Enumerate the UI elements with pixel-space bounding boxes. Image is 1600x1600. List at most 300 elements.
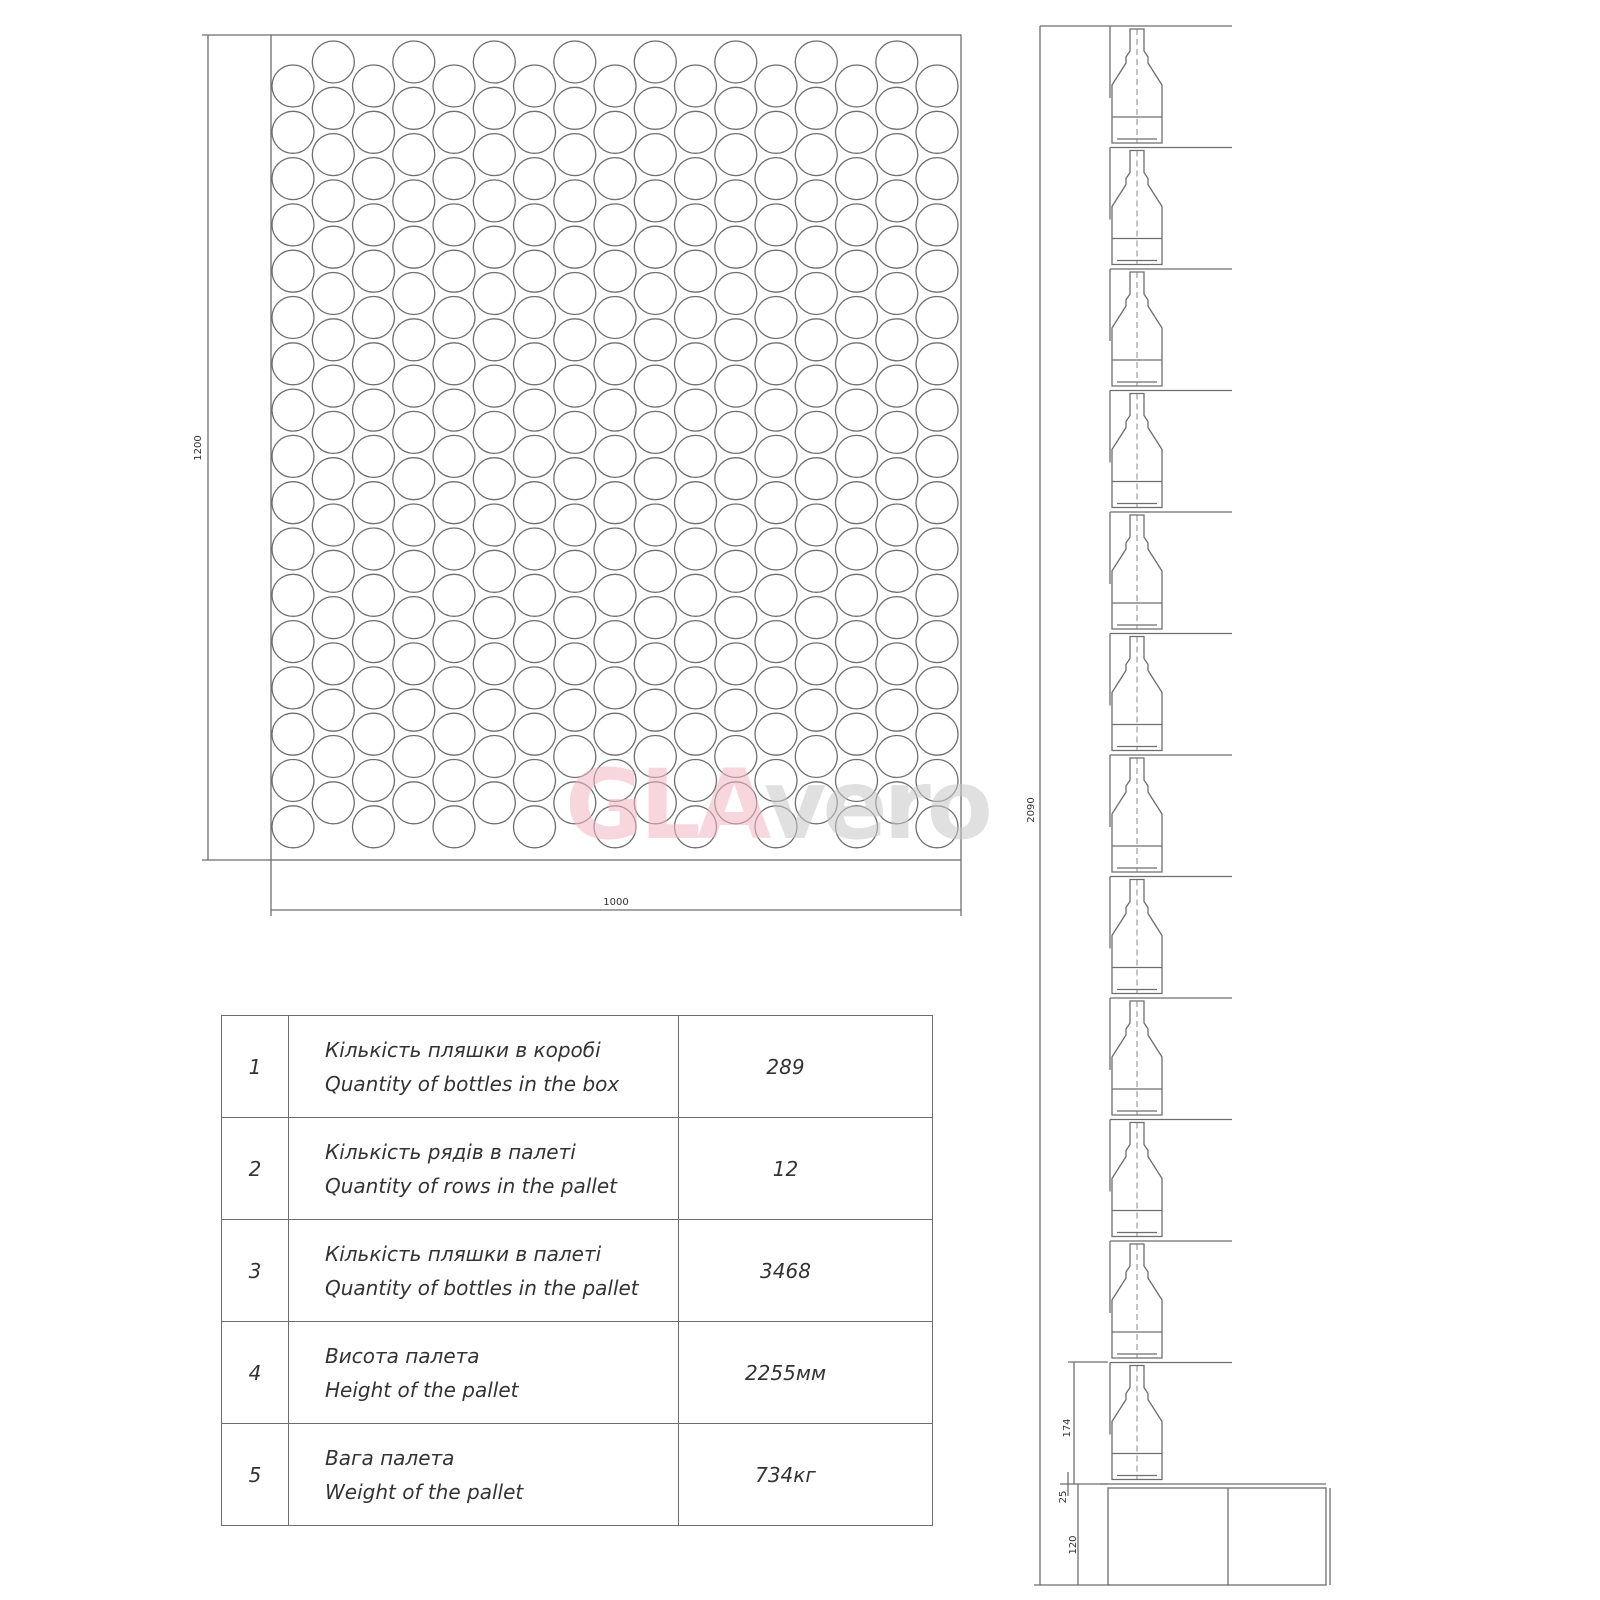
bottle-circle <box>916 667 958 709</box>
bottle-silhouette <box>1112 29 1162 143</box>
spec-row <box>222 1118 933 1220</box>
bottle-circle <box>272 482 314 524</box>
bottle-circle <box>353 435 395 477</box>
row-value: 12 <box>679 1118 933 1220</box>
bottle-circle <box>514 435 556 477</box>
bottle-circle <box>312 597 354 639</box>
bottle-circle <box>473 87 515 129</box>
bottle-circle <box>393 504 435 546</box>
bottle-circle <box>675 250 717 292</box>
bottle-circle <box>594 158 636 200</box>
bottle-circle <box>514 204 556 246</box>
bottle-circle <box>312 180 354 222</box>
spec-row <box>222 1220 933 1322</box>
pallet-height-dim-label: 2090 <box>1026 797 1037 823</box>
bottle-circle <box>312 689 354 731</box>
bottle-grid <box>272 41 958 848</box>
bottle-silhouette <box>1112 151 1162 265</box>
bottle-circle <box>795 273 837 315</box>
side-rows <box>1110 26 1232 1480</box>
bottle-circle <box>272 204 314 246</box>
bottle-circle <box>312 643 354 685</box>
bottle-circle <box>634 41 676 83</box>
bottle-circle <box>675 574 717 616</box>
bottle-circle <box>876 41 918 83</box>
bottle-circle <box>876 597 918 639</box>
bottle-circle <box>755 204 797 246</box>
bottle-circle <box>836 528 878 570</box>
bottle-circle <box>755 297 797 339</box>
bottle-silhouette <box>1112 637 1162 751</box>
row-description <box>289 1016 679 1118</box>
bottle-circle <box>393 643 435 685</box>
bottle-circle <box>554 597 596 639</box>
bottle-circle <box>393 782 435 824</box>
bottle-circle <box>876 365 918 407</box>
row-number: 2 <box>222 1118 289 1220</box>
bottle-circle <box>675 158 717 200</box>
bottle-circle <box>353 482 395 524</box>
bottle-circle <box>353 158 395 200</box>
bottle-circle <box>312 273 354 315</box>
watermark-part-vero: vero <box>763 749 989 861</box>
bottle-circle <box>594 111 636 153</box>
bottle-circle <box>836 389 878 431</box>
bottle-circle <box>393 87 435 129</box>
bottle-silhouette <box>1112 394 1162 508</box>
bottle-circle <box>675 667 717 709</box>
bottle-circle <box>634 504 676 546</box>
bottle-circle <box>353 389 395 431</box>
bottle-circle <box>675 621 717 663</box>
bottle-circle <box>433 713 475 755</box>
bottle-circle <box>795 319 837 361</box>
bottle-circle <box>916 621 958 663</box>
bottle-circle <box>836 482 878 524</box>
bottle-circle <box>514 297 556 339</box>
bottle-circle <box>312 41 354 83</box>
bottle-circle <box>916 158 958 200</box>
row-description <box>289 1220 679 1322</box>
bottle-circle <box>634 597 676 639</box>
bottle-circle <box>916 204 958 246</box>
bottle-circle <box>795 411 837 453</box>
bottle-circle <box>594 435 636 477</box>
bottle-circle <box>755 528 797 570</box>
bottle-circle <box>634 365 676 407</box>
bottle-circle <box>353 528 395 570</box>
bottle-circle <box>272 158 314 200</box>
bottle-circle <box>594 250 636 292</box>
bottle-circle <box>312 782 354 824</box>
bottle-circle <box>272 435 314 477</box>
row-label-en: Height of the pallet <box>325 1377 519 1402</box>
row-label-en: Weight of the pallet <box>325 1479 524 1504</box>
bottle-circle <box>514 713 556 755</box>
row-description <box>289 1424 679 1526</box>
row-label-en: Quantity of bottles in the box <box>325 1071 620 1096</box>
bottle-circle <box>393 365 435 407</box>
bottle-circle <box>433 760 475 802</box>
bottle-circle <box>594 482 636 524</box>
bottle-circle <box>473 458 515 500</box>
bottle-circle <box>312 550 354 592</box>
bottle-circle <box>353 343 395 385</box>
bottle-silhouette <box>1112 1244 1162 1358</box>
bottle-circle <box>715 411 757 453</box>
watermark-part-gla: GLA <box>565 749 764 861</box>
bottle-circle <box>795 689 837 731</box>
bottle-circle <box>554 134 596 176</box>
bottle-circle <box>433 389 475 431</box>
bottle-circle <box>675 111 717 153</box>
row-value: 734кг <box>679 1424 933 1526</box>
bottle-circle <box>393 689 435 731</box>
bottle-circle <box>473 689 515 731</box>
bottle-circle <box>916 111 958 153</box>
bottle-circle <box>715 273 757 315</box>
row-label-en: Quantity of bottles in the pallet <box>325 1275 639 1300</box>
bottle-circle <box>795 458 837 500</box>
bottle-circle <box>594 667 636 709</box>
spec-row <box>222 1322 933 1424</box>
bottle-circle <box>876 411 918 453</box>
bottle-circle <box>353 667 395 709</box>
bottle-circle <box>836 250 878 292</box>
bottle-circle <box>836 343 878 385</box>
bottle-circle <box>916 297 958 339</box>
bottle-circle <box>554 226 596 268</box>
bottle-circle <box>594 528 636 570</box>
bottle-circle <box>795 226 837 268</box>
bottle-circle <box>393 550 435 592</box>
bottle-circle <box>514 158 556 200</box>
bottle-circle <box>594 343 636 385</box>
bottle-circle <box>433 574 475 616</box>
bottle-circle <box>473 643 515 685</box>
bottle-circle <box>312 87 354 129</box>
bottle-circle <box>876 319 918 361</box>
bottle-circle <box>594 621 636 663</box>
bottle-circle <box>312 365 354 407</box>
bottle-circle <box>795 597 837 639</box>
bottle-circle <box>554 319 596 361</box>
spec-table <box>221 1015 933 1526</box>
bottle-circle <box>473 597 515 639</box>
bottle-circle <box>433 297 475 339</box>
row-description <box>289 1322 679 1424</box>
bottle-circle <box>312 411 354 453</box>
bottle-circle <box>393 319 435 361</box>
bottle-circle <box>433 806 475 848</box>
bottle-circle <box>433 621 475 663</box>
dim-174-label: 174 <box>1062 1418 1073 1438</box>
bottle-circle <box>272 297 314 339</box>
bottle-circle <box>594 297 636 339</box>
bottle-circle <box>634 411 676 453</box>
bottle-circle <box>634 458 676 500</box>
bottle-circle <box>675 204 717 246</box>
bottle-circle <box>755 435 797 477</box>
bottle-circle <box>514 667 556 709</box>
bottle-circle <box>272 111 314 153</box>
bottle-circle <box>634 550 676 592</box>
bottle-circle <box>836 111 878 153</box>
bottle-circle <box>594 65 636 107</box>
bottle-circle <box>393 411 435 453</box>
bottle-circle <box>594 389 636 431</box>
bottle-circle <box>755 158 797 200</box>
bottle-circle <box>272 667 314 709</box>
pallet-side-view <box>1034 26 1330 1585</box>
bottle-circle <box>272 250 314 292</box>
bottle-circle <box>554 550 596 592</box>
bottle-circle <box>272 760 314 802</box>
spec-row <box>222 1424 933 1526</box>
bottle-circle <box>433 204 475 246</box>
bottle-circle <box>715 365 757 407</box>
bottle-circle <box>675 435 717 477</box>
bottle-circle <box>876 504 918 546</box>
bottle-circle <box>876 458 918 500</box>
bottle-silhouette <box>1112 880 1162 994</box>
box-width-dim-label: 1000 <box>603 897 629 908</box>
bottle-circle <box>514 111 556 153</box>
bottle-circle <box>916 482 958 524</box>
bottle-circle <box>675 343 717 385</box>
bottle-circle <box>876 273 918 315</box>
bottle-circle <box>715 597 757 639</box>
bottle-circle <box>554 41 596 83</box>
bottle-circle <box>473 134 515 176</box>
box-outline <box>271 35 961 860</box>
bottle-circle <box>836 574 878 616</box>
bottle-circle <box>473 273 515 315</box>
bottle-circle <box>554 87 596 129</box>
bottle-circle <box>715 319 757 361</box>
bottle-circle <box>272 574 314 616</box>
bottle-circle <box>755 667 797 709</box>
bottle-circle <box>514 389 556 431</box>
bottle-circle <box>554 365 596 407</box>
bottle-circle <box>795 550 837 592</box>
bottle-circle <box>433 482 475 524</box>
bottle-circle <box>473 226 515 268</box>
bottle-circle <box>634 226 676 268</box>
bottle-circle <box>795 643 837 685</box>
bottle-circle <box>916 250 958 292</box>
bottle-circle <box>795 134 837 176</box>
bottle-circle <box>514 806 556 848</box>
bottle-circle <box>634 273 676 315</box>
bottle-silhouette <box>1112 515 1162 629</box>
bottle-circle <box>876 87 918 129</box>
bottle-circle <box>916 65 958 107</box>
bottle-silhouette <box>1112 272 1162 386</box>
bottle-circle <box>312 458 354 500</box>
bottle-circle <box>795 504 837 546</box>
bottle-circle <box>836 297 878 339</box>
bottle-circle <box>554 180 596 222</box>
bottle-circle <box>393 134 435 176</box>
bottle-circle <box>272 389 314 431</box>
bottle-circle <box>634 643 676 685</box>
bottle-circle <box>916 389 958 431</box>
bottle-circle <box>312 319 354 361</box>
row-label-uk: Вага палета <box>325 1445 455 1470</box>
glavero-watermark <box>565 749 989 861</box>
row-label-uk: Кількість пляшки в палеті <box>325 1241 602 1266</box>
bottle-circle <box>514 343 556 385</box>
bottle-circle <box>272 621 314 663</box>
bottle-circle <box>554 273 596 315</box>
bottle-circle <box>836 435 878 477</box>
bottle-circle <box>353 621 395 663</box>
bottle-circle <box>755 111 797 153</box>
bottle-circle <box>755 482 797 524</box>
bottle-circle <box>272 713 314 755</box>
bottle-circle <box>473 504 515 546</box>
bottle-circle <box>353 806 395 848</box>
bottle-circle <box>876 643 918 685</box>
row-number: 5 <box>222 1424 289 1526</box>
bottle-circle <box>514 621 556 663</box>
bottle-circle <box>795 87 837 129</box>
bottle-circle <box>473 411 515 453</box>
bottle-circle <box>916 574 958 616</box>
bottle-circle <box>393 273 435 315</box>
bottle-circle <box>353 713 395 755</box>
bottle-circle <box>554 504 596 546</box>
bottle-silhouette <box>1112 1123 1162 1237</box>
bottle-circle <box>634 319 676 361</box>
bottle-circle <box>433 667 475 709</box>
bottle-circle <box>634 180 676 222</box>
row-value: 2255мм <box>679 1322 933 1424</box>
row-number: 4 <box>222 1322 289 1424</box>
bottle-circle <box>514 65 556 107</box>
bottle-circle <box>634 134 676 176</box>
bottle-circle <box>514 574 556 616</box>
row-value: 3468 <box>679 1220 933 1322</box>
bottle-circle <box>393 597 435 639</box>
dim-25-label: 25 <box>1058 1490 1069 1504</box>
bottle-circle <box>473 365 515 407</box>
bottle-circle <box>755 574 797 616</box>
bottle-circle <box>755 250 797 292</box>
bottle-circle <box>755 621 797 663</box>
bottle-circle <box>514 760 556 802</box>
bottle-circle <box>836 204 878 246</box>
bottle-circle <box>755 389 797 431</box>
bottle-circle <box>715 87 757 129</box>
bottle-circle <box>594 204 636 246</box>
bottle-circle <box>836 65 878 107</box>
bottle-circle <box>393 41 435 83</box>
spec-row <box>222 1016 933 1118</box>
bottle-circle <box>554 643 596 685</box>
bottle-circle <box>715 180 757 222</box>
bottle-circle <box>353 760 395 802</box>
bottle-circle <box>876 550 918 592</box>
box-height-dim-label: 1200 <box>193 435 204 461</box>
bottle-circle <box>554 689 596 731</box>
bottle-circle <box>514 482 556 524</box>
row-description <box>289 1118 679 1220</box>
bottle-circle <box>554 411 596 453</box>
row-label-uk: Висота палета <box>325 1343 480 1368</box>
bottle-circle <box>836 621 878 663</box>
bottle-circle <box>272 528 314 570</box>
bottle-circle <box>916 343 958 385</box>
bottle-circle <box>675 389 717 431</box>
bottle-circle <box>433 343 475 385</box>
bottle-circle <box>312 226 354 268</box>
dim-120-label: 120 <box>1068 1535 1079 1555</box>
bottle-circle <box>876 689 918 731</box>
bottle-circle <box>473 319 515 361</box>
bottle-circle <box>715 643 757 685</box>
bottle-circle <box>272 806 314 848</box>
bottle-circle <box>433 158 475 200</box>
bottle-circle <box>916 528 958 570</box>
row-label-uk: Кількість рядів в палеті <box>325 1139 576 1164</box>
bottle-circle <box>473 550 515 592</box>
row-label-en: Quantity of rows in the pallet <box>325 1173 617 1198</box>
bottle-circle <box>312 504 354 546</box>
bottle-circle <box>675 65 717 107</box>
bottle-circle <box>795 41 837 83</box>
bottle-circle <box>312 134 354 176</box>
bottle-circle <box>675 482 717 524</box>
bottle-circle <box>514 528 556 570</box>
row-number: 1 <box>222 1016 289 1118</box>
bottle-circle <box>353 250 395 292</box>
bottle-circle <box>675 528 717 570</box>
bottle-circle <box>755 343 797 385</box>
pallet-base <box>1108 1488 1326 1585</box>
row-label-uk: Кількість пляшки в коробі <box>325 1037 601 1062</box>
bottle-silhouette <box>1112 1001 1162 1115</box>
bottle-circle <box>393 180 435 222</box>
bottle-circle <box>916 435 958 477</box>
bottle-circle <box>634 87 676 129</box>
bottle-circle <box>634 689 676 731</box>
bottle-circle <box>353 297 395 339</box>
bottle-circle <box>715 550 757 592</box>
bottle-circle <box>312 736 354 778</box>
bottle-circle <box>393 226 435 268</box>
bottle-circle <box>433 111 475 153</box>
bottle-circle <box>272 65 314 107</box>
bottle-circle <box>353 204 395 246</box>
bottle-circle <box>433 435 475 477</box>
bottle-silhouette <box>1112 1366 1162 1480</box>
bottle-circle <box>473 736 515 778</box>
bottle-circle <box>473 782 515 824</box>
bottle-circle <box>715 689 757 731</box>
bottle-circle <box>353 574 395 616</box>
row-number: 3 <box>222 1220 289 1322</box>
bottle-circle <box>795 180 837 222</box>
bottle-circle <box>353 111 395 153</box>
bottle-circle <box>715 226 757 268</box>
bottle-circle <box>353 65 395 107</box>
bottle-circle <box>433 528 475 570</box>
bottle-circle <box>876 180 918 222</box>
bottle-circle <box>715 134 757 176</box>
bottle-circle <box>594 574 636 616</box>
